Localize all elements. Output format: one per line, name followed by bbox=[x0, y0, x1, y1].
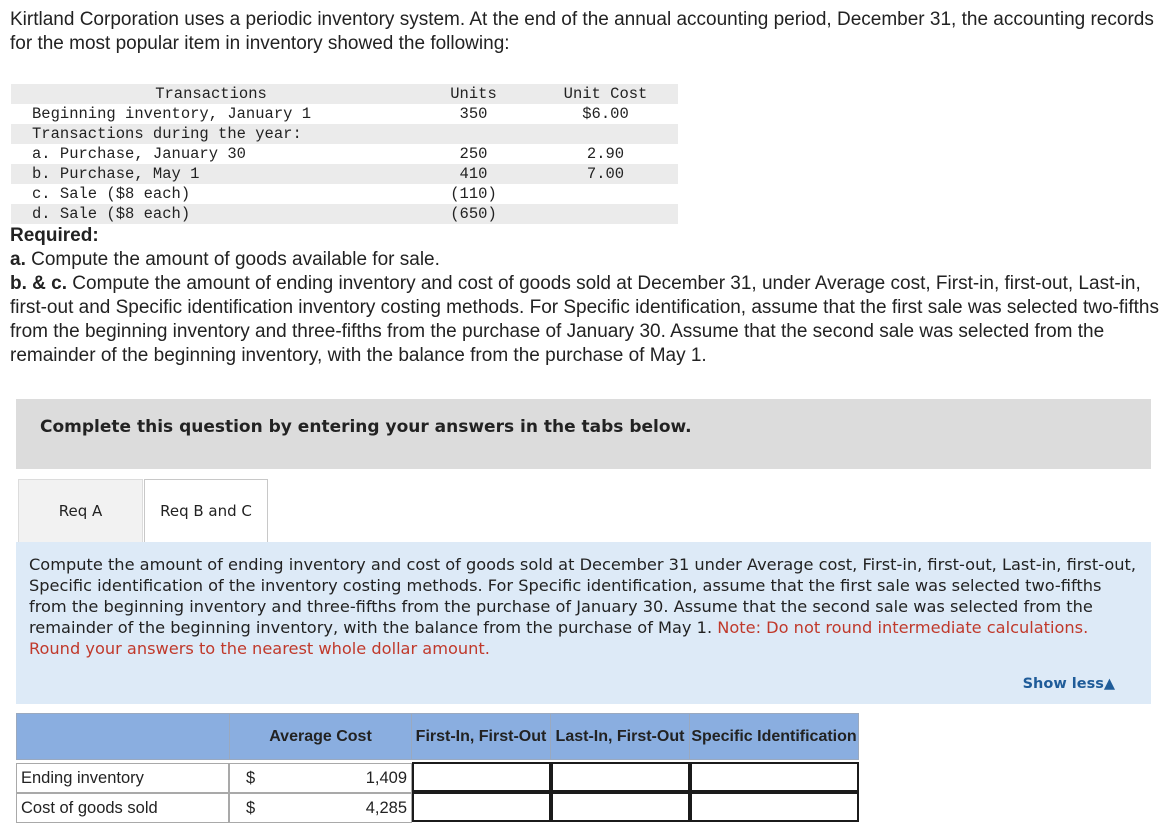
column-label: Last-In, First-Out bbox=[555, 727, 685, 745]
ending-inventory-specific-input[interactable] bbox=[690, 762, 859, 792]
cogs-lifo-input[interactable] bbox=[551, 792, 690, 822]
column-label: Average Cost bbox=[269, 727, 372, 745]
cogs-average-value: 4,285 bbox=[365, 799, 407, 817]
header-lifo bbox=[550, 713, 690, 760]
cogs-specific-input[interactable] bbox=[690, 792, 859, 822]
transaction-units: (650) bbox=[450, 205, 497, 223]
header-specific-identification bbox=[689, 713, 859, 760]
units-header: Units bbox=[450, 85, 497, 103]
column-label: Specific Identification bbox=[691, 727, 857, 745]
column-label: First-In, First-Out bbox=[415, 727, 547, 745]
tab-label: Req B and C bbox=[160, 502, 252, 520]
cogs-fifo-input[interactable] bbox=[412, 792, 551, 822]
transaction-row bbox=[11, 204, 678, 224]
tab-req-a[interactable] bbox=[18, 479, 143, 542]
required-bc bbox=[10, 272, 1165, 368]
row-label-cost-of-goods-sold: Cost of goods sold bbox=[16, 793, 229, 823]
row-label-ending-inventory: Ending inventory bbox=[16, 763, 229, 793]
transaction-row bbox=[11, 164, 678, 184]
transactions-table bbox=[11, 84, 678, 224]
transaction-row bbox=[11, 144, 678, 164]
banner-text: Complete this question by entering your answers in the tabs below. bbox=[40, 417, 692, 437]
table-header-blank bbox=[16, 713, 230, 760]
show-less-label: Show less bbox=[1022, 676, 1104, 692]
ending-inventory-average-value: 1,409 bbox=[365, 769, 407, 787]
instructions-banner bbox=[16, 399, 1151, 469]
required-a-prefix: a. bbox=[10, 249, 26, 270]
transaction-label: c. Sale ($8 each) bbox=[32, 185, 191, 203]
tab-req-b-and-c[interactable] bbox=[144, 479, 268, 542]
header-average-cost bbox=[229, 713, 412, 760]
required-a-text: Compute the amount of goods available for sale. bbox=[25, 249, 440, 270]
transaction-row bbox=[11, 184, 678, 204]
cogs-average-cell[interactable] bbox=[229, 793, 412, 823]
transaction-label: b. Purchase, May 1 bbox=[32, 165, 200, 183]
transaction-label: d. Sale ($8 each) bbox=[32, 205, 191, 223]
required-bc-text: Compute the amount of ending inventory and cost of goods sold at December 31, under Average cost, First-in, first-out, Last-in, first-out and Specific identification inventory costing methods. For Specific identification, assume that the first sale was selected two-fifths from the beginning inventory and three-fifths from the purchase of January 30. Assume that the second sale was selected from the remainder of the beginning inventory, with the balance from the purchase of May 1. bbox=[10, 273, 1159, 366]
required-title: Required: bbox=[10, 225, 99, 246]
required-a bbox=[10, 248, 1165, 272]
required-bc-prefix: b. & c. bbox=[10, 273, 68, 294]
transaction-units: 350 bbox=[459, 105, 488, 123]
transaction-label: a. Purchase, January 30 bbox=[32, 145, 246, 163]
transactions-header-row bbox=[11, 84, 678, 104]
transaction-units: (110) bbox=[450, 185, 497, 203]
transaction-row bbox=[11, 104, 678, 124]
header-fifo bbox=[411, 713, 551, 760]
transaction-row bbox=[11, 124, 678, 144]
currency-symbol: $ bbox=[246, 799, 256, 817]
rounding-note: Note: Do not round intermediate calculations. Round your answers to the nearest whole dollar amount. bbox=[29, 618, 1089, 658]
show-less-link[interactable] bbox=[1023, 676, 1115, 692]
transaction-cost: $6.00 bbox=[582, 105, 629, 123]
panel-instructions bbox=[29, 554, 1139, 659]
transaction-cost: 2.90 bbox=[586, 145, 625, 163]
unit-cost-header: Unit Cost bbox=[563, 85, 648, 103]
ending-inventory-average-cell[interactable] bbox=[229, 763, 412, 793]
tab-label: Req A bbox=[58, 502, 103, 520]
ending-inventory-fifo-input[interactable] bbox=[412, 762, 551, 792]
ending-inventory-lifo-input[interactable] bbox=[551, 762, 690, 792]
required-section bbox=[10, 224, 1165, 368]
currency-symbol: $ bbox=[246, 769, 256, 787]
instructions-text: Compute the amount of ending inventory and cost of goods sold at December 31 under Average cost, First-in, first-out, Last-in, first-out, Specific identification of the inventory costing methods. For Specific identification, assume that the first sale was selected two-fifths from the beginning inventory and three-fifths from the purchase of January 30. Assume that the second sale was selected from the remainder of the beginning inventory, with the balance from the purchase of May 1. bbox=[29, 555, 1137, 637]
caret-up-icon: ▲ bbox=[1103, 676, 1115, 692]
transactions-header: Transactions bbox=[155, 85, 267, 103]
transaction-label: Beginning inventory, January 1 bbox=[32, 105, 312, 123]
tab-panel bbox=[16, 542, 1151, 704]
problem-intro: Kirtland Corporation uses a periodic inventory system. At the end of the annual accounting period, December 31, the accounting records for the most popular item in inventory showed the following: bbox=[10, 9, 1154, 54]
transaction-label: Transactions during the year: bbox=[32, 125, 302, 143]
transaction-units: 250 bbox=[459, 145, 488, 163]
transaction-cost: 7.00 bbox=[586, 165, 625, 183]
transaction-units: 410 bbox=[459, 165, 488, 183]
